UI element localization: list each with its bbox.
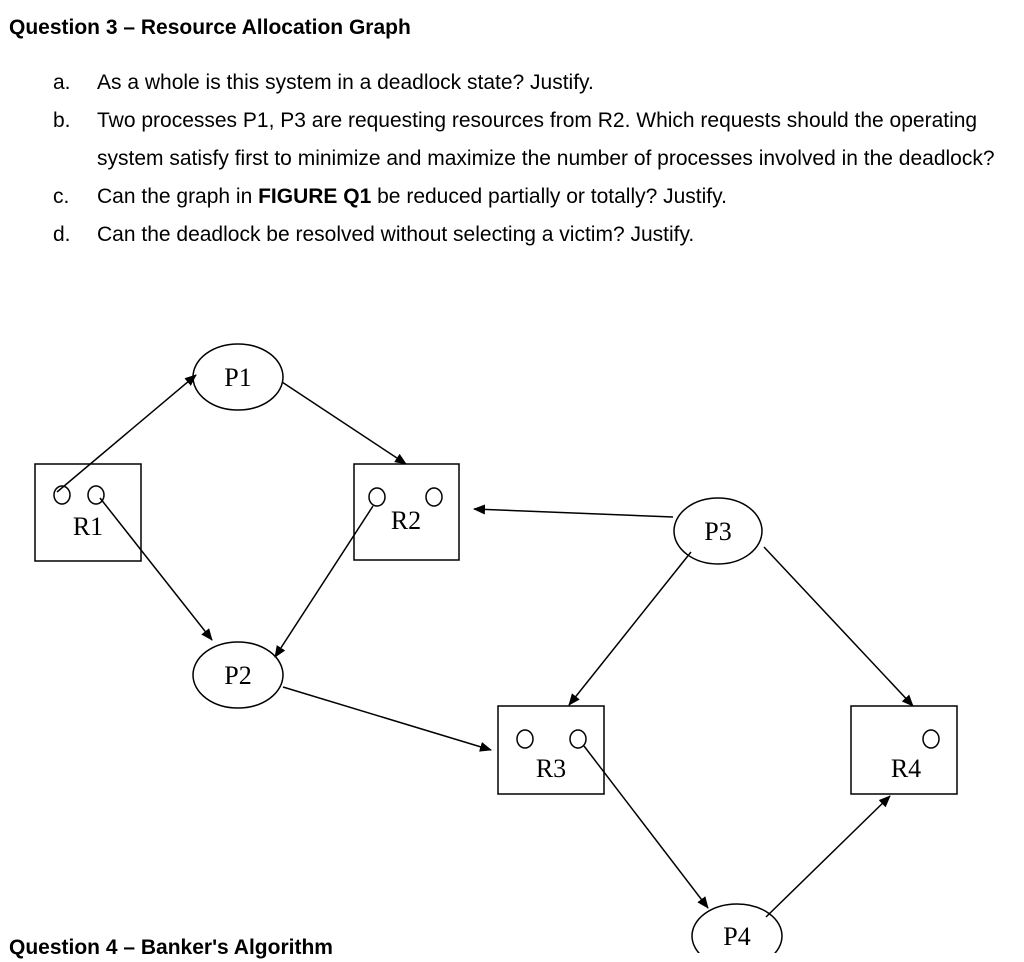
edge-p3-to-r4 <box>764 547 913 706</box>
figure-reference: FIGURE Q1 <box>258 185 372 208</box>
resource-instance <box>923 730 939 748</box>
process-node-p2 <box>193 642 283 708</box>
resource-node-r4 <box>851 706 957 794</box>
item-text: As a whole is this system in a deadlock state? Justify. <box>97 71 594 94</box>
resource-instance <box>426 488 442 506</box>
resource-label: R4 <box>890 754 922 783</box>
process-label: P2 <box>224 661 252 690</box>
edge-p3-to-r3 <box>569 552 691 705</box>
resource-instance <box>517 730 533 748</box>
item-letter: b. <box>53 109 71 132</box>
edge-p1-to-r2 <box>282 382 406 464</box>
resource-instance <box>570 730 586 748</box>
item-text: Two processes P1, P3 are requesting resources from R2. Which requests should the operating system satisfy first to minimize and maximize the number of processes involved in the deadlock? <box>97 109 995 170</box>
edge-p2-to-r3 <box>283 687 491 750</box>
resource-node-r1 <box>35 464 141 561</box>
resource-node-r3 <box>498 706 604 794</box>
resource-instance <box>88 486 104 504</box>
item-text: Can the deadlock be resolved without selecting a victim? Justify. <box>97 223 695 246</box>
edge-p4-to-r4 <box>766 796 890 917</box>
item-letter: a. <box>53 71 71 94</box>
edge-r1-to-p2 <box>100 498 212 640</box>
resource-instance <box>369 488 385 506</box>
process-node-p3 <box>674 498 762 564</box>
edge-r2-to-p2 <box>275 506 373 657</box>
question-3-title: Question 3 – Resource Allocation Graph <box>9 16 411 39</box>
question-4-title: Question 4 – Banker's Algorithm <box>9 936 333 959</box>
process-label: P4 <box>723 922 751 951</box>
process-label: P3 <box>704 517 732 546</box>
resource-label: R1 <box>72 512 104 541</box>
item-letter: d. <box>53 223 71 246</box>
resource-label: R3 <box>535 754 567 783</box>
edge-r3-to-p4 <box>584 746 708 908</box>
process-node-p1 <box>193 344 283 410</box>
item-letter: c. <box>53 185 70 208</box>
edge-p3-to-r2 <box>474 509 673 517</box>
item-text-after: be reduced partially or totally? Justify. <box>371 185 727 208</box>
process-node-p4 <box>692 904 782 953</box>
process-label: P1 <box>224 363 252 392</box>
item-text-before: Can the graph in <box>97 185 259 208</box>
resource-label: R2 <box>390 506 422 535</box>
